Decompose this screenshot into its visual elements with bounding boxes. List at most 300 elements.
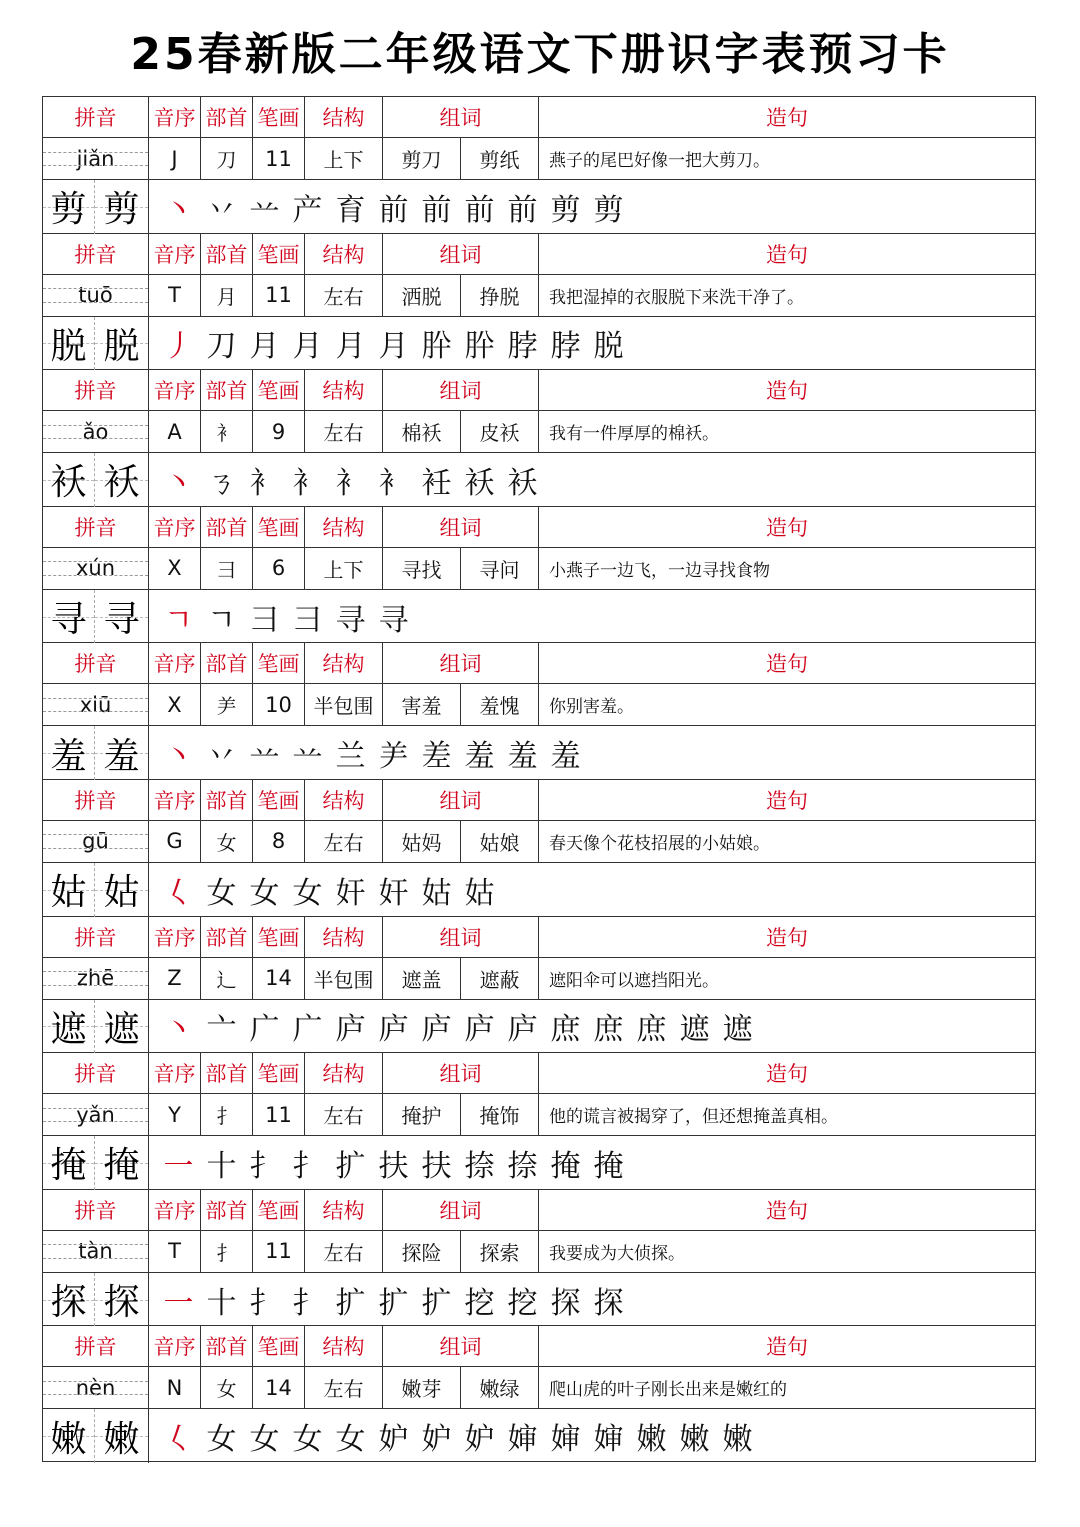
practice-grid: [43, 453, 95, 507]
order-letter-cell: J: [149, 138, 201, 179]
stroke-step: 刀: [206, 329, 237, 365]
order-header: 音序: [149, 917, 201, 957]
order-header: 音序: [149, 1326, 201, 1366]
stroke-step: 扩: [335, 1285, 366, 1321]
stroke-count-cell: 6: [253, 548, 305, 589]
order-letter-cell: Z: [149, 958, 201, 999]
strokes-header: 笔画: [253, 97, 305, 137]
writing-row: [43, 180, 1035, 234]
stroke-step: 嫩: [636, 1422, 667, 1458]
stroke-step: 探: [550, 1285, 581, 1321]
structure-cell: 左右: [305, 1094, 383, 1135]
practice-grid: [43, 317, 95, 371]
stroke-order: [149, 1136, 1035, 1190]
stroke-step: 奸: [378, 875, 409, 911]
stroke-step: 女: [292, 1422, 323, 1458]
structure-cell: 左右: [305, 821, 383, 862]
stroke-order: [149, 1409, 1035, 1463]
stroke-count-cell: 10: [253, 684, 305, 725]
practice-grid: [43, 1136, 95, 1190]
stroke-step: 妒: [464, 1422, 495, 1458]
stroke-step: 䒑: [249, 192, 280, 228]
structure-cell: 半包围: [305, 958, 383, 999]
stroke-step: 育: [335, 192, 366, 228]
pinyin-header: 拼音: [43, 780, 149, 820]
strokes-header: 笔画: [253, 917, 305, 957]
word-cell: 姑娘: [461, 821, 539, 862]
structure-cell: 左右: [305, 1231, 383, 1272]
stroke-step: 掩: [550, 1148, 581, 1184]
words-header: 组词: [383, 370, 539, 410]
words-header: 组词: [383, 780, 539, 820]
sentence-cell: 遮阳伞可以遮挡阳光。: [549, 970, 719, 991]
sentence-cell: 我有一件厚厚的棉袄。: [549, 424, 719, 445]
stroke-step: 扩: [335, 1148, 366, 1184]
stroke-step: 嫩: [679, 1422, 710, 1458]
stroke-step: 扩: [378, 1285, 409, 1321]
words-header: 组词: [383, 507, 539, 547]
character-card: [43, 643, 1035, 780]
pinyin-cell: xiū: [43, 684, 149, 725]
practice-grid: [95, 590, 149, 644]
stroke-step: 丶: [163, 192, 194, 228]
stroke-step: 庐: [464, 1012, 495, 1048]
header-row: [43, 370, 1035, 411]
stroke-order: [149, 453, 1035, 507]
strokes-header: 笔画: [253, 234, 305, 274]
stroke-step: 奸: [335, 875, 366, 911]
strokes-header: 笔画: [253, 1190, 305, 1230]
stroke-step: ⺶: [378, 739, 409, 775]
word-cell: 掩护: [383, 1094, 461, 1135]
structure-header: 结构: [305, 370, 383, 410]
writing-row: [43, 590, 1035, 644]
character-card: [43, 917, 1035, 1054]
character-card: [43, 97, 1035, 234]
stroke-step: 十: [206, 1285, 237, 1321]
practice-character: 探: [50, 1282, 87, 1324]
stroke-step: 扌: [249, 1285, 280, 1321]
strokes-header: 笔画: [253, 780, 305, 820]
stroke-step: 丶: [163, 1012, 194, 1048]
stroke-order: [149, 590, 1035, 644]
word-cell: 寻找: [383, 548, 461, 589]
strokes-header: 笔画: [253, 1053, 305, 1093]
stroke-step: 衤: [378, 465, 409, 501]
word-cell: 洒脱: [383, 275, 461, 316]
stroke-step: 女: [335, 1422, 366, 1458]
practice-character: 寻: [103, 599, 140, 641]
stroke-step: 婶: [507, 1422, 538, 1458]
practice-grid: [43, 726, 95, 780]
stroke-step: 扌: [292, 1285, 323, 1321]
stroke-step: 剪: [550, 192, 581, 228]
writing-row: [43, 1409, 1035, 1463]
order-letter-cell: X: [149, 684, 201, 725]
structure-header: 结构: [305, 643, 383, 683]
structure-header: 结构: [305, 780, 383, 820]
stroke-step: 衽: [421, 465, 452, 501]
writing-row: [43, 1136, 1035, 1190]
stroke-step: 婶: [550, 1422, 581, 1458]
sentence-header: 造句: [766, 788, 808, 813]
practice-grid: [95, 726, 149, 780]
stroke-step: 䒑: [249, 739, 280, 775]
word-cell: 掩饰: [461, 1094, 539, 1135]
strokes-header: 笔画: [253, 643, 305, 683]
practice-grid: [95, 180, 149, 234]
practice-character: 羞: [103, 735, 140, 777]
word-cell: 害羞: [383, 684, 461, 725]
radical-cell: 辶: [201, 958, 253, 999]
sentence-header: 造句: [766, 652, 808, 677]
pinyin-header: 拼音: [43, 370, 149, 410]
practice-grid: [43, 1000, 95, 1054]
practice-grid: [95, 863, 149, 917]
practice-character: 袄: [50, 462, 87, 504]
practice-grid: [43, 863, 95, 917]
character-card: [43, 780, 1035, 917]
stroke-count-cell: 11: [253, 1094, 305, 1135]
character-card: [43, 1190, 1035, 1327]
structure-cell: 左右: [305, 275, 383, 316]
stroke-step: 女: [206, 875, 237, 911]
practice-character: 掩: [103, 1145, 140, 1187]
radical-cell: 彐: [201, 548, 253, 589]
practice-character: 掩: [50, 1145, 87, 1187]
order-header: 音序: [149, 1053, 201, 1093]
stroke-step: 遮: [679, 1012, 710, 1048]
stroke-step: 姑: [464, 875, 495, 911]
stroke-step: 姑: [421, 875, 452, 911]
pinyin-header: 拼音: [43, 643, 149, 683]
stroke-step: ㄋ: [206, 465, 237, 501]
radical-header: 部首: [201, 780, 253, 820]
writing-row: [43, 863, 1035, 917]
pinyin-cell: xún: [43, 548, 149, 589]
practice-grid: [95, 1000, 149, 1054]
sentence-header: 造句: [766, 242, 808, 267]
words-header: 组词: [383, 643, 539, 683]
radical-header: 部首: [201, 917, 253, 957]
order-letter-cell: A: [149, 411, 201, 452]
stroke-step: 十: [206, 1148, 237, 1184]
radical-header: 部首: [201, 643, 253, 683]
info-row: [43, 548, 1035, 590]
radical-cell: 衤: [201, 411, 253, 452]
order-header: 音序: [149, 643, 201, 683]
stroke-step: 𡿨: [163, 1422, 194, 1458]
sentence-header: 造句: [766, 925, 808, 950]
practice-grid: [43, 180, 95, 234]
stroke-step: 广: [249, 1012, 280, 1048]
word-cell: 皮袄: [461, 411, 539, 452]
order-header: 音序: [149, 97, 201, 137]
stroke-order: [149, 863, 1035, 917]
stroke-step: 𡿨: [163, 875, 194, 911]
word-cell: 嫩芽: [383, 1367, 461, 1408]
practice-grid: [43, 590, 95, 644]
stroke-count-cell: 9: [253, 411, 305, 452]
practice-grid: [95, 1273, 149, 1327]
stroke-step: 前: [507, 192, 538, 228]
pinyin-cell: zhē: [43, 958, 149, 999]
radical-cell: 月: [201, 275, 253, 316]
practice-character: 脱: [103, 325, 140, 367]
stroke-step: 捺: [507, 1148, 538, 1184]
info-row: [43, 275, 1035, 317]
word-cell: 嫩绿: [461, 1367, 539, 1408]
order-letter-cell: X: [149, 548, 201, 589]
stroke-step: 羞: [507, 739, 538, 775]
stroke-step: 一: [163, 1148, 194, 1184]
stroke-count-cell: 8: [253, 821, 305, 862]
stroke-step: 寻: [335, 602, 366, 638]
pinyin-header: 拼音: [43, 1326, 149, 1366]
stroke-step: 扩: [421, 1285, 452, 1321]
stroke-step: 彐: [249, 602, 280, 638]
stroke-step: 羞: [464, 739, 495, 775]
sentence-cell: 爬山虎的叶子刚长出来是嫩红的: [549, 1380, 787, 1401]
word-cell: 棉袄: [383, 411, 461, 452]
order-header: 音序: [149, 780, 201, 820]
header-row: [43, 1053, 1035, 1094]
stroke-step: 兰: [335, 739, 366, 775]
radical-cell: 刀: [201, 138, 253, 179]
practice-character: 遮: [50, 1008, 87, 1050]
structure-cell: 上下: [305, 548, 383, 589]
stroke-step: ㄱ: [207, 602, 236, 638]
stroke-step: 扌: [249, 1148, 280, 1184]
stroke-step: 庐: [421, 1012, 452, 1048]
stroke-step: 袄: [464, 465, 495, 501]
pinyin-header: 拼音: [43, 1053, 149, 1093]
pinyin-cell: ǎo: [43, 411, 149, 452]
structure-header: 结构: [305, 507, 383, 547]
stroke-step: 衤: [249, 465, 280, 501]
writing-row: [43, 317, 1035, 371]
structure-header: 结构: [305, 1190, 383, 1230]
sentence-cell: 燕子的尾巴好像一把大剪刀。: [549, 151, 770, 171]
info-row: [43, 138, 1035, 180]
stroke-step: 衤: [335, 465, 366, 501]
practice-character: 遮: [103, 1008, 140, 1050]
writing-row: [43, 726, 1035, 780]
structure-header: 结构: [305, 97, 383, 137]
header-row: [43, 97, 1035, 138]
character-card: [43, 1053, 1035, 1190]
radical-cell: 女: [201, 821, 253, 862]
stroke-step: 挖: [507, 1285, 538, 1321]
character-table: [42, 96, 1036, 1462]
practice-character: 羞: [50, 735, 87, 777]
words-header: 组词: [383, 1190, 539, 1230]
pinyin-header: 拼音: [43, 1190, 149, 1230]
words-header: 组词: [383, 97, 539, 137]
structure-header: 结构: [305, 917, 383, 957]
stroke-step: 女: [249, 875, 280, 911]
practice-grid: [95, 1136, 149, 1190]
stroke-order: [149, 1000, 1035, 1054]
stroke-step: 扌: [292, 1148, 323, 1184]
sentence-header: 造句: [766, 106, 808, 130]
stroke-step: 一: [163, 1285, 194, 1321]
pinyin-cell: jiǎn: [43, 138, 149, 179]
header-row: [43, 507, 1035, 548]
stroke-count-cell: 11: [253, 1231, 305, 1272]
practice-character: 脱: [50, 325, 87, 367]
words-header: 组词: [383, 1326, 539, 1366]
info-row: [43, 958, 1035, 1000]
practice-grid: [95, 317, 149, 371]
stroke-count-cell: 14: [253, 958, 305, 999]
stroke-step: 挖: [464, 1285, 495, 1321]
practice-character: 嫩: [50, 1418, 87, 1460]
character-card: [43, 234, 1035, 371]
structure-cell: 左右: [305, 411, 383, 452]
character-card: [43, 1326, 1035, 1463]
header-row: [43, 643, 1035, 684]
stroke-step: 掩: [593, 1148, 624, 1184]
structure-cell: 上下: [305, 138, 383, 179]
words-header: 组词: [383, 234, 539, 274]
practice-grid: [95, 453, 149, 507]
page-title: 25春新版二年级语文下册识字表预习卡: [130, 29, 950, 80]
strokes-header: 笔画: [253, 1326, 305, 1366]
order-letter-cell: T: [149, 275, 201, 316]
word-cell: 剪纸: [461, 138, 539, 179]
word-cell: 寻问: [461, 548, 539, 589]
stroke-step: 丶: [163, 739, 194, 775]
info-row: [43, 1367, 1035, 1409]
writing-row: [43, 1000, 1035, 1054]
stroke-step: 产: [292, 192, 323, 228]
strokes-header: 笔画: [253, 370, 305, 410]
pinyin-header: 拼音: [43, 234, 149, 274]
pinyin-cell: gū: [43, 821, 149, 862]
radical-header: 部首: [201, 1053, 253, 1093]
stroke-step: 嫩: [722, 1422, 753, 1458]
header-row: [43, 1190, 1035, 1231]
radical-cell: 扌: [201, 1094, 253, 1135]
structure-header: 结构: [305, 1053, 383, 1093]
stroke-step: 肸: [464, 329, 495, 365]
stroke-step: 捺: [464, 1148, 495, 1184]
order-letter-cell: T: [149, 1231, 201, 1272]
stroke-step: 月: [292, 329, 323, 365]
character-card: [43, 507, 1035, 644]
strokes-header: 笔画: [253, 507, 305, 547]
stroke-step: 月: [378, 329, 409, 365]
info-row: [43, 684, 1035, 726]
radical-header: 部首: [201, 1326, 253, 1366]
stroke-step: 脖: [507, 329, 538, 365]
sentence-header: 造句: [766, 1198, 808, 1223]
sentence-header: 造句: [766, 1062, 808, 1087]
word-cell: 探索: [461, 1231, 539, 1272]
header-row: [43, 917, 1035, 958]
sentence-cell: 我把湿掉的衣服脱下来洗干净了。: [549, 287, 804, 308]
stroke-step: 婶: [593, 1422, 624, 1458]
pinyin-cell: tuō: [43, 275, 149, 316]
pinyin-cell: yǎn: [43, 1094, 149, 1135]
radical-cell: 女: [201, 1367, 253, 1408]
structure-cell: 左右: [305, 1367, 383, 1408]
practice-character: 嫩: [103, 1418, 140, 1460]
practice-character: 袄: [103, 462, 140, 504]
stroke-step: 寻: [378, 602, 409, 638]
stroke-step: 前: [421, 192, 452, 228]
word-cell: 挣脱: [461, 275, 539, 316]
practice-character: 寻: [50, 599, 87, 641]
practice-character: 剪: [103, 189, 140, 231]
stroke-step: ㄱ: [164, 602, 193, 638]
stroke-step: 女: [206, 1422, 237, 1458]
sentence-cell: 你别害羞。: [549, 697, 634, 718]
stroke-order: [149, 317, 1035, 371]
info-row: [43, 821, 1035, 863]
word-cell: 剪刀: [383, 138, 461, 179]
stroke-step: 脖: [550, 329, 581, 365]
info-row: [43, 1231, 1035, 1273]
stroke-step: 䒑: [292, 739, 323, 775]
pinyin-cell: tàn: [43, 1231, 149, 1272]
header-row: [43, 234, 1035, 275]
stroke-step: 月: [335, 329, 366, 365]
order-header: 音序: [149, 370, 201, 410]
stroke-step: 妒: [378, 1422, 409, 1458]
practice-character: 剪: [50, 189, 87, 231]
info-row: [43, 411, 1035, 453]
sentence-cell: 小燕子一边飞，一边寻找食物: [549, 560, 770, 581]
sentence-cell: 我要成为大侦探。: [549, 1243, 685, 1264]
stroke-step: 妒: [421, 1422, 452, 1458]
structure-cell: 半包围: [305, 684, 383, 725]
character-card: [43, 370, 1035, 507]
writing-row: [43, 1273, 1035, 1327]
sentence-header: 造句: [766, 379, 808, 404]
structure-header: 结构: [305, 1326, 383, 1366]
stroke-step: 女: [292, 875, 323, 911]
radical-header: 部首: [201, 1190, 253, 1230]
practice-grid: [43, 1273, 95, 1327]
stroke-step: 探: [593, 1285, 624, 1321]
stroke-order: [149, 1273, 1035, 1327]
stroke-step: 庐: [378, 1012, 409, 1048]
order-header: 音序: [149, 1190, 201, 1230]
radical-cell: 扌: [201, 1231, 253, 1272]
stroke-step: 羞: [550, 739, 581, 775]
practice-grid: [95, 1409, 149, 1463]
order-letter-cell: Y: [149, 1094, 201, 1135]
stroke-step: 差: [421, 739, 452, 775]
radical-header: 部首: [201, 370, 253, 410]
stroke-step: 女: [249, 1422, 280, 1458]
word-cell: 探险: [383, 1231, 461, 1272]
word-cell: 遮蔽: [461, 958, 539, 999]
stroke-step: 袄: [507, 465, 538, 501]
stroke-step: 丷: [206, 739, 237, 775]
word-cell: 姑妈: [383, 821, 461, 862]
words-header: 组词: [383, 917, 539, 957]
practice-character: 姑: [50, 872, 87, 914]
stroke-count-cell: 14: [253, 1367, 305, 1408]
stroke-step: 丷: [206, 192, 237, 228]
pinyin-header: 拼音: [43, 917, 149, 957]
stroke-step: 遮: [722, 1012, 753, 1048]
stroke-step: 前: [464, 192, 495, 228]
order-letter-cell: N: [149, 1367, 201, 1408]
